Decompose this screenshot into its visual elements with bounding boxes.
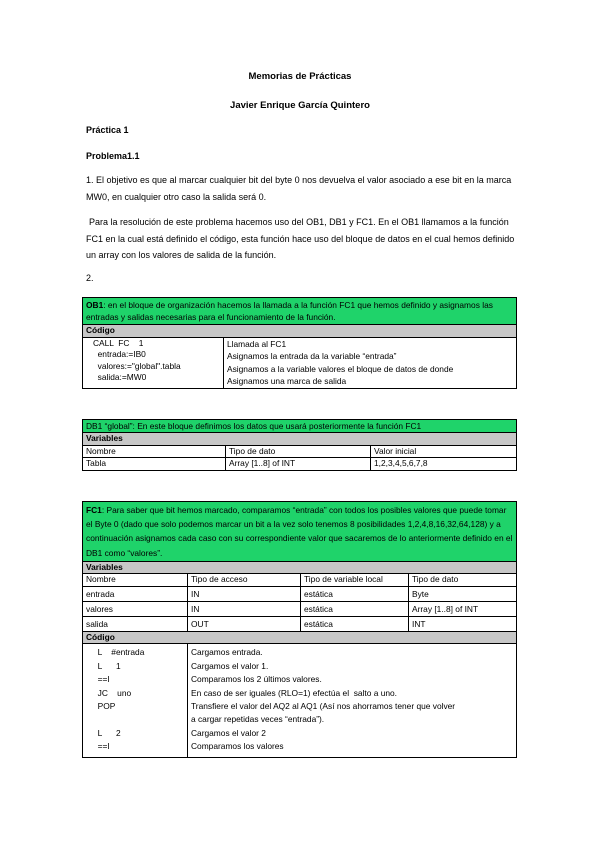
document-title: Memorias de Prácticas [248,71,352,82]
fc1-variables-header: Variables [83,561,517,574]
db1-title: DB1 “global”: En este bloque definimos los datos que usará posteriormente la función FC1 [83,420,517,433]
table-row: valores IN estática Array [1..8] of INT [83,601,517,616]
fc1-code: L #entrada L 1 ==I JC uno POP L 2 ==I [83,644,188,757]
table-row: entrada IN estática Byte [83,586,517,601]
db1-column-headers: Nombre Tipo de dato Valor inicial [83,445,517,458]
item-number: 2. [86,273,94,283]
ob1-table [82,297,517,389]
problem-heading: Problema1.1 [86,151,140,161]
fc1-description: FC1: Para saber que bit hemos marcado, comparamos “entrada” con todos los posibles valores que puede tomar el Byte 0 (dado que solo podemos marcar un bit a la vez solo tenemos 8 posibilidades 1,2,4,8,16,32,64,128) y a continuación asignamos cada caso con su correspondiente valor que sacaremos de lo anteriormente definido en el DB1 como “valores”. [83,502,517,562]
db1-variables-header: Variables [83,433,517,446]
fc1-table [82,501,517,758]
paragraph-resolution: Para la resolución de este problema hacemos uso del OB1, DB1 y FC1. En el OB1 llamamos a la función FC1 en la cual está definido el código, esta función hace uso del bloque de datos en el cual hemos definido un array con los valores de salida de la función. [86,217,515,260]
ob1-comments: Llamada al FC1 Asignamos la entrada da la variable “entrada” Asignamos a la variable valores el bloque de datos de donde Asignamos una marca de salida [224,337,517,388]
fc1-code-header: Código [83,631,517,644]
ob1-description: OB1: en el bloque de organización hacemos la llamada a la función FC1 que hemos definido y asignamos las entradas y salidas necesarias para el funcionamiento de la función. [83,298,517,325]
author-name: Javier Enrique García Quintero [230,100,370,111]
table-row: salida OUT estática INT [83,616,517,631]
ob1-code: CALL FC 1 entrada:=IB0 valores:="global".tabla salida:=MW0 [83,337,224,388]
fc1-column-headers: Nombre Tipo de acceso Tipo de variable local Tipo de dato [83,574,517,587]
paragraph-objective: 1. El objetivo es que al marcar cualquier bit del byte 0 nos devuelva el valor asociado a ese bit en la marca MW0, en cualquier otro caso la salida será 0. [86,175,512,202]
practice-heading: Práctica 1 [86,125,129,135]
table-row: Tabla Array [1..8] of INT 1,2,3,4,5,6,7,8 [83,458,517,471]
fc1-comments: Cargamos entrada. Cargamos el valor 1. Comparamos los 2 últimos valores. En caso de ser iguales (RLO=1) efectúa el salto a uno. Transfiere el valor del AQ2 al AQ1 (Así nos ahorramos tener que volver a cargar repetidas veces “entrada”). Cargamos el valor 2 Comparamos los valores [188,644,517,757]
ob1-code-header: Código [83,325,517,338]
db1-table [82,419,517,471]
